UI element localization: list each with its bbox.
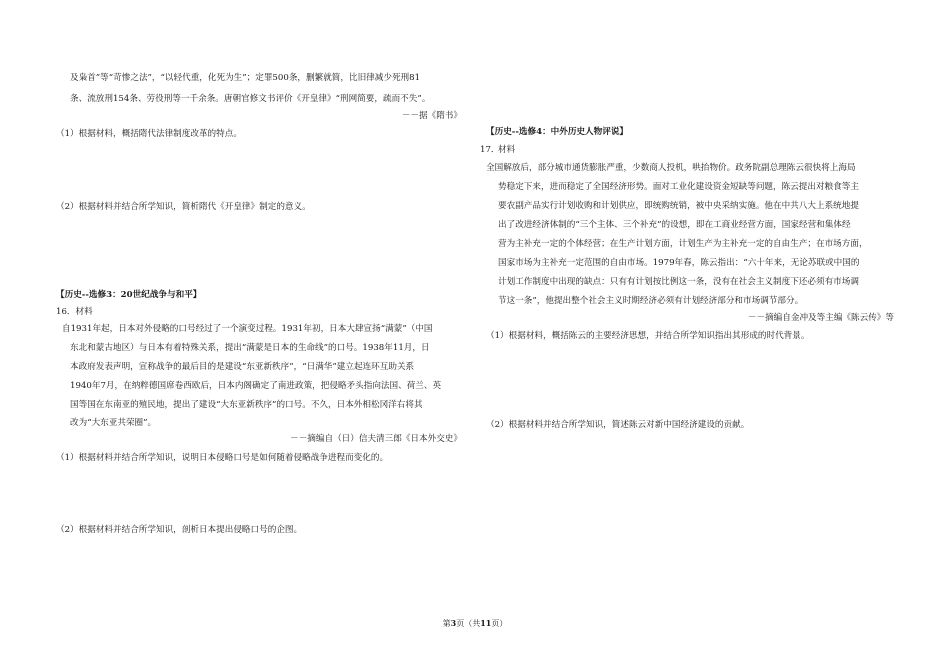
material-line: 1940年7月，在纳粹德国席卷西欧后，日本内阁确定了南进政策，把侵略矛头指向法国、荷兰、英: [70, 381, 442, 391]
material-line: 东北和蒙古地区）与日本有着特殊关系，提出“满蒙是日本的生命线”的口号。1938年11月，日: [70, 343, 430, 353]
question-16-number: 16．材料: [56, 307, 93, 317]
footer-prefix: 第: [442, 619, 451, 628]
material-source: －－摘编自（日）信夫清三郎《日本外交史》: [290, 434, 462, 444]
question-2: （2）根据材料并结合所学知识，简析隋代《开皇律》制定的意义。: [56, 202, 311, 212]
footer-mid: 页（共: [456, 619, 481, 628]
question-1: （1）根据材料，概括隋代法律制度改革的特点。: [56, 129, 242, 139]
material-line: 营为主补充一定的个体经营；在生产计划方面，计划生产为主补充一定的自由生产；在市场方面，: [498, 239, 868, 249]
question-17-number: [480, 144, 500, 156]
material-label: 材料: [498, 145, 516, 155]
material-line: 本政府发表声明，宣称战争的最后目的是建设“东亚新秩序”，“日满华”建立起连环互助关系: [70, 362, 415, 372]
passage-source: －－据《隋书》: [401, 111, 462, 121]
passage-line: 条、流放刑154条、劳役刑等一千余条。唐朝官修文书评价《开皇律》“刑网简要，疏而不失”。: [70, 94, 431, 104]
sub-question-2: （2）根据材料并结合所学知识，简述陈云对新中国经济建设的贡献。: [486, 420, 750, 430]
material-line: 出了改进经济体制的“三个主体、三个补充”的设想，即在工商业经营方面，国家经营和集体经: [498, 220, 851, 230]
section-title-elective-3: 【历史--选修3：20世纪战争与和平】: [56, 290, 202, 300]
material-line: 国家市场为主补充一定范围的自由市场。1979年春，陈云指出：“六十年来，无论苏联或中国的: [498, 258, 860, 268]
sub-question-1: （1）根据材料，概括陈云的主要经济思想，并结合所学知识指出其形成的时代背景。: [486, 331, 810, 341]
sub-question-1: （1）根据材料并结合所学知识，说明日本侵略口号是如何随着侵略战争进程而变化的。: [56, 453, 389, 463]
material-line: 节这一条”，他提出整个社会主义时期经济必须有计划经济部分和市场调节部分。: [498, 296, 804, 306]
material-source: －－摘编自金冲及等主编《陈云传》等: [747, 313, 894, 323]
material-line: 全国解放后，部分城市通货膨胀严重，少数商人投机，哄抬物价。政务院副总理陈云很快将上海局: [486, 163, 856, 173]
material-line: 计划工作制度中出现的缺点：只有有计划按比例这一条，没有在社会主义制度下还必须有市场调: [498, 277, 859, 287]
material-line: 国等国在东南亚的殖民地，提出了建设“大东亚新秩序”的口号。不久，日本外相松冈洋右将其: [70, 400, 423, 410]
page-footer: [0, 618, 950, 629]
footer-suffix: 页）: [491, 619, 508, 628]
material-line: 势稳定下来，进而稳定了全国经济形势。面对工业化建设资金短缺等问题，陈云提出对粮食等主: [498, 182, 859, 192]
passage-line: 及枭首”等“苛惨之法”，“以轻代重，化死为生”；定罪500条，删繁就简，比旧律减少死刑81: [70, 73, 421, 83]
sub-question-2: （2）根据材料并结合所学知识，剖析日本提出侵略口号的企图。: [56, 525, 303, 535]
material-line: 要农副产品实行计划收购和计划供应，即统购统销，被中央采纳实施。他在中共八大上系统地提: [498, 201, 859, 211]
section-title-elective-4: 【历史--选修4：中外历史人物评说】: [486, 127, 629, 137]
material-line: 自1931年起，日本对外侵略的口号经过了一个演变过程。1931年初，日本大肆宣扬“满蒙”（中国: [62, 324, 433, 334]
material-line: 改为“大东亚共荣圈”。: [70, 418, 157, 428]
total-pages: 11: [480, 618, 492, 628]
question-number: 17．: [480, 145, 500, 155]
page-number: 3: [450, 618, 457, 628]
